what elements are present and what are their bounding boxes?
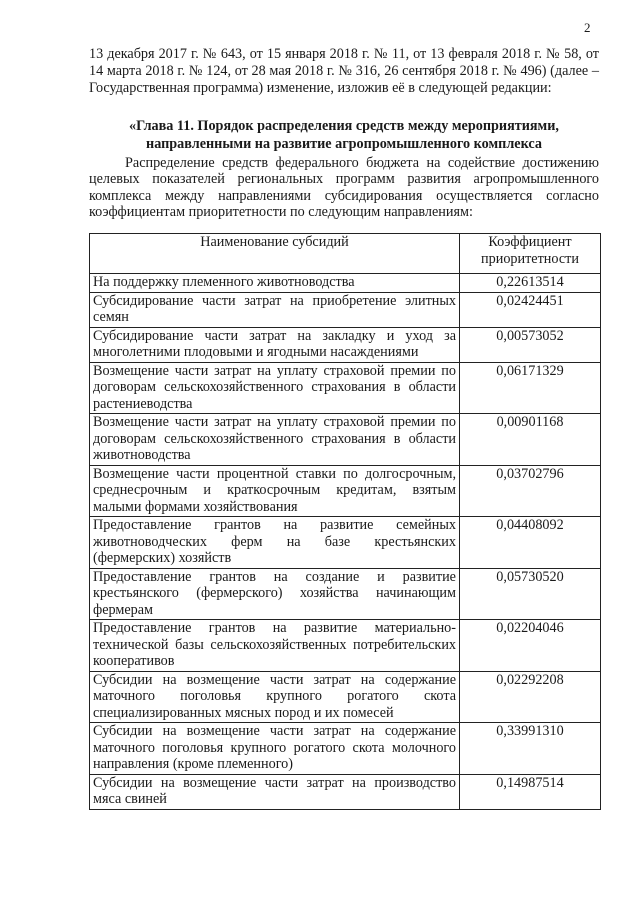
- priority-coefficient: 0,00901168: [460, 414, 601, 466]
- chapter-heading: «Глава 11. Порядок распределения средств между мероприятиями, направленными на развитие агропромышленного комплекса: [129, 118, 559, 152]
- priority-coefficient: 0,00573052: [460, 327, 601, 362]
- priority-coefficient: 0,22613514: [460, 274, 601, 293]
- priority-coefficient: 0,04408092: [460, 517, 601, 569]
- header-priority-coefficient: Коэффициент приоритетности: [460, 234, 601, 274]
- subsidy-name: Возмещение части затрат на уплату страховой премии по договорам сельскохозяйственного страхования в области растениеводства: [90, 362, 460, 414]
- subsidy-name: На поддержку племенного животноводства: [90, 274, 460, 293]
- subsidy-name: Предоставление грантов на развитие семейных животноводческих ферм на базе крестьянских (фермерских) хозяйств: [90, 517, 460, 569]
- distribution-paragraph: Распределение средств федерального бюджета на содействие достижению целевых показателей региональных программ развития агропромышленного комплекса между направлениями субсидирования осуществляется согласно коэффициентам приоритетности по следующим направлениям:: [89, 155, 599, 221]
- subsidy-name: Возмещение части процентной ставки по долгосрочным, среднесрочным и краткосрочным кредитам, взятым малыми формами хозяйствования: [90, 465, 460, 517]
- subsidy-name: Субсидирование части затрат на закладку и уход за многолетними плодовыми и ягодными насаждениями: [90, 327, 460, 362]
- subsidy-name: Предоставление грантов на развитие материально-технической базы сельскохозяйственных потребительских кооперативов: [90, 620, 460, 672]
- table-row: [90, 274, 601, 293]
- priority-coefficient: 0,02292208: [460, 671, 601, 723]
- subsidy-name: Субсидии на возмещение части затрат на содержание маточного поголовья крупного рогатого скота молочного направления (кроме племенного): [90, 723, 460, 775]
- intro-text: 13 декабря 2017 г. № 643, от 15 января 2018 г. № 11, от 13 февраля 2018 г. № 58, от 14 марта 2018 г. № 124, от 28 мая 2018 г. № 316, 26 сентября 2018 г. № 496) (далее – Государственная программа) изменение, изложив её в следующей редакции:: [89, 46, 599, 96]
- table-row: [90, 327, 601, 362]
- table-row: [90, 362, 601, 414]
- table-header-row: [90, 234, 601, 274]
- table-row: [90, 723, 601, 775]
- table-row: [90, 671, 601, 723]
- table-row: [90, 774, 601, 809]
- table-row: [90, 517, 601, 569]
- subsidies-table: [89, 233, 601, 810]
- table-row: [90, 620, 601, 672]
- subsidy-name: Субсидии на возмещение части затрат на производство мяса свиней: [90, 774, 460, 809]
- subsidy-name: Субсидии на возмещение части затрат на содержание маточного поголовья крупного рогатого скота специализированных мясных пород и их помесей: [90, 671, 460, 723]
- priority-coefficient: 0,03702796: [460, 465, 601, 517]
- page-number: 2: [584, 20, 591, 35]
- priority-coefficient: 0,06171329: [460, 362, 601, 414]
- priority-coefficient: 0,05730520: [460, 568, 601, 620]
- priority-coefficient: 0,14987514: [460, 774, 601, 809]
- table-row: [90, 465, 601, 517]
- table-row: [90, 568, 601, 620]
- header-subsidy-name: Наименование субсидий: [90, 234, 460, 274]
- priority-coefficient: 0,02424451: [460, 292, 601, 327]
- table-row: [90, 292, 601, 327]
- subsidy-name: Возмещение части затрат на уплату страховой премии по договорам сельскохозяйственного страхования в области животноводства: [90, 414, 460, 466]
- subsidy-name: Субсидирование части затрат на приобретение элитных семян: [90, 292, 460, 327]
- priority-coefficient: 0,02204046: [460, 620, 601, 672]
- subsidy-name: Предоставление грантов на создание и развитие крестьянского (фермерского) хозяйства начинающим фермерам: [90, 568, 460, 620]
- table-row: [90, 414, 601, 466]
- priority-coefficient: 0,33991310: [460, 723, 601, 775]
